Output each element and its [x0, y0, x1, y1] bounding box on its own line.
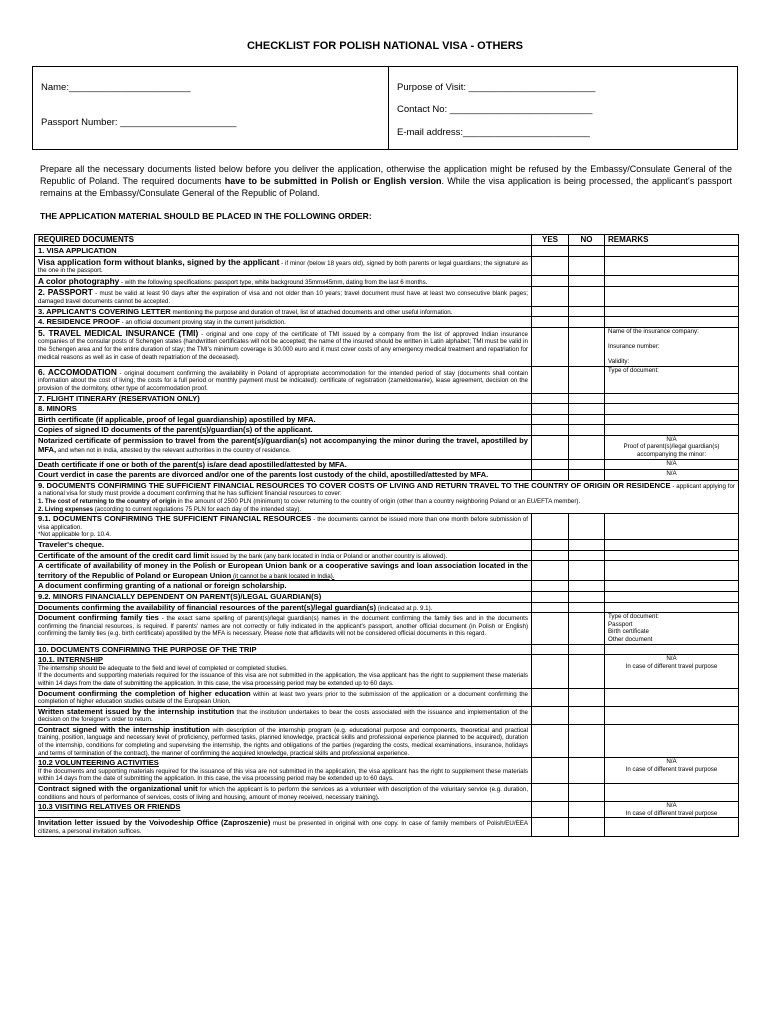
required-document-cell [35, 550, 532, 561]
remarks-cell[interactable] [605, 688, 739, 706]
document-note-text: If the documents and supporting materials required for the issuance of this visa are not submitted in the application, the visa applicant has the right to supplement these materials within 14 days from the date of submitting the application. In this case, the visa processing period may be extended up to 60 days. [38, 672, 528, 687]
remarks-line: Proof of parent(s)/legal guardian(s) accompanying the minor: [623, 443, 720, 459]
table-row [35, 581, 739, 592]
page-title: CHECKLIST FOR POLISH NATIONAL VISA - OTHERS [246, 40, 524, 52]
no-checkbox-cell[interactable] [569, 404, 605, 415]
yes-checkbox-cell[interactable] [532, 818, 569, 836]
yes-checkbox-cell[interactable] [532, 706, 569, 724]
no-checkbox-cell[interactable] [569, 366, 605, 393]
document-heading: Invitation letter issued by the Voivodeship Office (Zaproszenie) [38, 818, 271, 828]
no-checkbox-cell[interactable] [569, 724, 605, 757]
document-detail: mentioning the purpose and duration of travel, list of attached documents and other useful information. [170, 308, 453, 316]
document-heading: Visa application form without blanks, signed by the applicant [38, 256, 280, 267]
required-document-cell [35, 366, 532, 393]
document-detail: - original and one copy of the certificate of TMI issued by a company from the list of approved Indian insurance companies of the consular posts of Schengen states (handwritten certificates will not be accepted; the name of the insured should be written in Latin alphabet; TMI must be valid in the Schengen area and for the entire duration of stay; the TMI's minimum coverage is 30.000 euro and it must cover costs of any emergency medical treatment and repatriation for medical reasons as well as in case of death repatriation of the deceased). [38, 330, 528, 361]
name-field[interactable]: Name:_______________________ [41, 82, 191, 93]
yes-checkbox-cell[interactable] [532, 581, 569, 592]
required-document-cell [35, 275, 532, 287]
col-no: NO [569, 235, 605, 246]
table-row [35, 275, 739, 287]
yes-checkbox-cell[interactable] [532, 435, 569, 459]
required-document-cell [35, 706, 532, 724]
no-checkbox-cell[interactable] [569, 655, 605, 688]
no-checkbox-cell[interactable] [569, 802, 605, 818]
document-heading: 10.1. INTERNSHIP [38, 655, 103, 665]
required-document-cell [35, 591, 532, 602]
remarks-cell[interactable] [605, 459, 739, 470]
remarks-line: In case of different travel purpose [625, 809, 718, 817]
applicant-info-box [32, 66, 738, 150]
remarks-line [608, 351, 735, 359]
remarks-cell[interactable] [605, 706, 739, 724]
no-checkbox-cell[interactable] [569, 459, 605, 470]
document-heading: Court verdict in case the parents are divorced and/or one of the parents lost custody of the child, apostilled/attested by MFA. [38, 470, 489, 480]
document-heading: 4. RESIDENCE PROOF [38, 317, 120, 327]
remarks-line: N/A [666, 459, 677, 467]
remarks-cell[interactable] [605, 602, 739, 613]
table-row [35, 287, 739, 306]
required-document-cell [35, 393, 532, 404]
yes-checkbox-cell[interactable] [532, 724, 569, 757]
yes-checkbox-cell[interactable] [532, 470, 569, 481]
required-document-cell [35, 317, 532, 328]
no-checkbox-cell[interactable] [569, 414, 605, 425]
no-checkbox-cell[interactable] [569, 613, 605, 644]
table-row [35, 818, 739, 836]
required-document-cell [35, 784, 532, 802]
remarks-cell[interactable] [605, 561, 739, 581]
no-checkbox-cell[interactable] [569, 550, 605, 561]
remarks-cell[interactable] [605, 550, 739, 561]
remarks-cell[interactable] [605, 818, 739, 836]
remarks-cell[interactable] [605, 246, 739, 257]
remarks-line: Name of the insurance company: [608, 327, 699, 335]
table-row [35, 591, 739, 602]
document-note [38, 506, 735, 514]
table-header-row [35, 235, 739, 246]
required-document-cell [35, 644, 532, 655]
remarks-cell[interactable] [605, 724, 739, 757]
document-detail: (it cannot be a bank located in India). [231, 572, 335, 580]
document-heading: 10. DOCUMENTS CONFIRMING THE PURPOSE OF THE TRIP [38, 644, 257, 654]
remarks-cell[interactable] [605, 581, 739, 592]
no-checkbox-cell[interactable] [569, 275, 605, 287]
remarks-cell[interactable] [605, 425, 739, 436]
remarks-cell[interactable] [605, 613, 739, 644]
yes-checkbox-cell[interactable] [532, 784, 569, 802]
table-row [35, 366, 739, 393]
yes-checkbox-cell[interactable] [532, 550, 569, 561]
document-detail: - with the following specifications: passport type, white background 35mmx45mm, dating from the last 6 months. [119, 278, 428, 286]
remarks-line: Insurance number: [608, 342, 660, 350]
table-row [35, 459, 739, 470]
remarks-cell[interactable] [605, 644, 739, 655]
required-document-cell [35, 724, 532, 757]
document-heading: Notarized certificate of permission to travel from the parent(s)/guardian(s) not accompanying the minor during the travel, apostilled by MFA, [38, 435, 528, 455]
table-row [35, 435, 739, 459]
no-checkbox-cell[interactable] [569, 514, 605, 540]
document-detail: (indicated at p. 9.1). [376, 604, 433, 612]
required-document-cell [35, 459, 532, 470]
yes-checkbox-cell[interactable] [532, 514, 569, 540]
document-detail: for which the applicant is to perform the services as a volunteer with description of the voluntary service (e.g. duration, conditions and hours of performance of services, costs of living and housing, amount of money received, necessary training). [38, 786, 528, 801]
required-document-cell [35, 256, 532, 275]
required-document-cell [35, 287, 532, 306]
remarks-cell[interactable] [605, 327, 739, 366]
table-row [35, 404, 739, 415]
table-row [35, 758, 739, 784]
remarks-cell[interactable] [605, 393, 739, 404]
no-checkbox-cell[interactable] [569, 256, 605, 275]
document-note [38, 665, 528, 673]
table-row [35, 514, 739, 540]
intro-text-c: . While the visa application is being processed, the applicant's passport remains at the Embassy/Consulate General of the Republic of Poland. [40, 176, 732, 198]
intro-text-bold: have to be submitted in Polish or English version [224, 176, 442, 186]
document-detail: - the documents cannot be issued more than one month before submission of visa application. [38, 516, 529, 531]
document-heading: 7. FLIGHT ITINERARY (RESERVATION ONLY) [38, 393, 200, 403]
yes-checkbox-cell[interactable] [532, 561, 569, 581]
remarks-cell[interactable] [605, 404, 739, 415]
col-yes: YES [532, 235, 569, 246]
table-row [35, 644, 739, 655]
info-divider [388, 67, 389, 149]
document-heading: Written statement issued by the internship institution [38, 706, 235, 716]
remarks-cell[interactable] [605, 591, 739, 602]
document-note-text: The internship should be adequate to the field and level of completed or completed studies. [38, 664, 288, 672]
remarks-line: Birth certificate [608, 628, 649, 636]
no-checkbox-cell[interactable] [569, 688, 605, 706]
remarks-line: N/A [666, 758, 677, 766]
yes-checkbox-cell[interactable] [532, 404, 569, 415]
remarks-cell[interactable] [605, 784, 739, 802]
remarks-cell[interactable] [605, 540, 739, 551]
required-document-cell [35, 425, 532, 436]
document-heading: 10.2 VOLUNTEERING ACTIVITIES [38, 758, 159, 768]
no-checkbox-cell[interactable] [569, 644, 605, 655]
required-document-cell [35, 688, 532, 706]
remarks-cell[interactable] [605, 655, 739, 688]
yes-checkbox-cell[interactable] [532, 540, 569, 551]
document-heading: Certificate of the amount of the credit card limit [38, 550, 209, 560]
document-detail: within at least two years prior to the submission of the application or a document confirming the completion of higher education studies outside of the European Union. [38, 690, 528, 706]
yes-checkbox-cell[interactable] [532, 425, 569, 436]
required-document-cell [35, 306, 532, 317]
order-heading: THE APPLICATION MATERIAL SHOULD BE PLACED IN THE FOLLOWING ORDER: [40, 211, 372, 221]
document-heading: Copies of signed ID documents of the parent(s)/guardian(s) of the applicant. [38, 425, 313, 435]
table-row [35, 688, 739, 706]
no-checkbox-cell[interactable] [569, 306, 605, 317]
remarks-cell[interactable] [605, 275, 739, 287]
required-document-cell [35, 404, 532, 415]
document-note-text: in the amount of 2500 PLN (minimum) to cover returning to the country of origin (other than a country neighboring Poland or an EU/EFTA member). [176, 498, 581, 506]
document-heading: 1. VISA APPLICATION [38, 246, 117, 255]
document-note [38, 672, 528, 687]
document-heading: 10.3 VISITING RELATIVES OR FRIENDS [38, 802, 181, 812]
yes-checkbox-cell[interactable] [532, 306, 569, 317]
no-checkbox-cell[interactable] [569, 602, 605, 613]
remarks-line: N/A [666, 435, 677, 443]
required-document-cell [35, 246, 532, 257]
required-document-cell [35, 758, 532, 784]
no-checkbox-cell[interactable] [569, 591, 605, 602]
document-heading: Contract signed with the organizational unit [38, 784, 198, 794]
no-checkbox-cell[interactable] [569, 425, 605, 436]
no-checkbox-cell[interactable] [569, 246, 605, 257]
document-heading: 3. APPLICANT'S COVERING LETTER [38, 306, 171, 316]
yes-checkbox-cell[interactable] [532, 393, 569, 404]
remarks-line: Other document [608, 635, 653, 643]
checklist-table [34, 234, 739, 837]
remarks-line: Passport [608, 620, 633, 628]
no-checkbox-cell[interactable] [569, 818, 605, 836]
yes-checkbox-cell[interactable] [532, 655, 569, 688]
document-note [38, 531, 528, 539]
document-heading: 9. DOCUMENTS CONFIRMING THE SUFFICIENT FINANCIAL RESOURCES TO COVER COSTS OF LIVING AND RETURN TRAVEL TO THE COUNTRY OF ORIGIN OR RESIDENCE [38, 480, 671, 490]
yes-checkbox-cell[interactable] [532, 414, 569, 425]
remarks-line: N/A [666, 802, 677, 810]
no-checkbox-cell[interactable] [569, 393, 605, 404]
document-note-bold: 1. The cost of returning to the country of origin [38, 498, 177, 506]
table-row [35, 724, 739, 757]
table-row [35, 470, 739, 481]
document-detail: - an official document proving stay in the current jurisdiction. [119, 319, 286, 327]
document-heading: Death certificate if one or both of the parent(s) is/are dead apostilled/attested by MFA. [38, 459, 347, 469]
remarks-line: N/A [666, 655, 677, 663]
yes-checkbox-cell[interactable] [532, 758, 569, 784]
yes-checkbox-cell[interactable] [532, 275, 569, 287]
table-row [35, 256, 739, 275]
document-heading: Birth certificate (if applicable, proof of legal guardianship) apostilled by MFA. [38, 414, 316, 424]
remarks-cell[interactable] [605, 470, 739, 481]
required-document-cell [35, 602, 532, 613]
table-row [35, 327, 739, 366]
remarks-cell[interactable] [605, 414, 739, 425]
document-heading: 6. ACCOMODATION [38, 366, 117, 377]
document-detail: - the exact same spelling of parent(s)/legal guardian(s) names in the document confirming the family ties and in the documents confirming the financial resources, is required. If parents' names are not correctly or fully indicated in the applicant's passport, another official document (in Polish or English) confirming the family ties (e.g. birth certificate) apostilled by the MFA is necessary. Please note that affidavits will not be considered official documents in this regard. [38, 615, 528, 638]
document-heading: 8. MINORS [38, 404, 77, 414]
document-heading: Document confirming family ties [38, 613, 159, 623]
table-row [35, 802, 739, 818]
yes-checkbox-cell[interactable] [532, 327, 569, 366]
document-detail: - applicant applying for a national visa for study must provide a document confirming that he has sufficient financial resources to cover: [38, 482, 735, 498]
yes-checkbox-cell[interactable] [532, 256, 569, 275]
yes-checkbox-cell[interactable] [532, 591, 569, 602]
required-document-cell [35, 414, 532, 425]
document-detail: - original document confirming the availability in Poland of appropriate accommodation for the intended period of stay (documents shall contain information about the cost of living; the costs for a full period or monthly payment must be indicated): certificate of registration (zameldowanie), lease agreement, decision on the provision of the dormitory, other type of accommodation proof. [38, 369, 528, 392]
table-row [35, 706, 739, 724]
remarks-line: In case of different travel purpose [625, 662, 718, 670]
required-document-cell [35, 561, 532, 581]
document-note [38, 498, 735, 506]
document-heading: Contract signed with the internship institution [38, 724, 210, 734]
document-detail: - if minor (below 18 years old), signed by both parents or legal guardians; the signature as the one in the passport. [38, 259, 528, 275]
document-detail: that the institution undertakes to bear the costs associated with the issuance and implementation of the decision on the foreigner's order to return. [38, 708, 528, 724]
col-required-documents: REQUIRED DOCUMENTS [35, 235, 532, 246]
table-row [35, 306, 739, 317]
yes-checkbox-cell[interactable] [532, 602, 569, 613]
required-document-cell [35, 480, 739, 513]
no-checkbox-cell[interactable] [569, 435, 605, 459]
remarks-cell[interactable] [605, 306, 739, 317]
remarks-cell[interactable] [605, 287, 739, 306]
required-document-cell [35, 818, 532, 836]
document-detail: and when not in India, attested by the relevant authorities in the country of residence. [56, 447, 291, 455]
document-detail: must be presented in original with one copy. In case of family members of Polish/EU/EEA citizens, a personal invitation suffices. [38, 820, 528, 835]
contact-no-field[interactable]: Contact No: ___________________________ [397, 104, 593, 115]
table-row [35, 655, 739, 688]
document-heading: 9.1. DOCUMENTS CONFIRMING THE SUFFICIENT FINANCIAL RESOURCES [38, 514, 312, 524]
table-row [35, 602, 739, 613]
remarks-cell[interactable] [605, 514, 739, 540]
no-checkbox-cell[interactable] [569, 287, 605, 306]
yes-checkbox-cell[interactable] [532, 802, 569, 818]
remarks-line: Type of document: [608, 613, 659, 621]
yes-checkbox-cell[interactable] [532, 317, 569, 328]
remarks-cell[interactable] [605, 366, 739, 393]
required-document-cell [35, 470, 532, 481]
yes-checkbox-cell[interactable] [532, 246, 569, 257]
document-detail: issued by the bank (any bank located in India or Poland or another country is allowed). [208, 552, 448, 560]
passport-number-field[interactable]: Passport Number: ______________________ [41, 117, 237, 128]
required-document-cell [35, 327, 532, 366]
no-checkbox-cell[interactable] [569, 317, 605, 328]
document-heading: Documents confirming the availability of financial resources of the parent(s)/legal guardian(s) [38, 602, 376, 612]
intro-text-a: Prepare all the necessary documents listed below before you deliver the application, otherwise the application might be refused by the Embassy/Consulate General of the Republic of Poland. The required documents [40, 164, 732, 186]
yes-checkbox-cell[interactable] [532, 688, 569, 706]
remarks-line: N/A [666, 470, 677, 478]
document-detail: - must be valid at least 90 days after the expiration of visa and not older than 10 years; travel document must have at least two consecutive blank pages; damaged travel documents cannot be accepted. [38, 290, 529, 305]
document-heading: Traveler's cheque. [38, 540, 104, 549]
required-document-cell [35, 613, 532, 644]
no-checkbox-cell[interactable] [569, 327, 605, 366]
required-document-cell [35, 655, 532, 688]
no-checkbox-cell[interactable] [569, 758, 605, 784]
table-row [35, 317, 739, 328]
table-row [35, 425, 739, 436]
remarks-cell[interactable] [605, 317, 739, 328]
yes-checkbox-cell[interactable] [532, 644, 569, 655]
remarks-cell[interactable] [605, 256, 739, 275]
table-row [35, 393, 739, 404]
email-address-field[interactable]: E-mail address:________________________ [397, 127, 590, 138]
required-document-cell [35, 435, 532, 459]
table-row [35, 414, 739, 425]
document-heading: A document confirming granting of a national or foreign scholarship. [38, 581, 287, 591]
table-row [35, 561, 739, 581]
intro-paragraph [40, 163, 732, 199]
document-note-text: *Not applicable for p. 10.4. [38, 531, 111, 539]
document-detail: with description of the internship program (e.g. educational purpose and components, theoretical and practical training, position, language and necessary level of proficiency, performed tasks, planned knowledge, practical skills and professional experience planned to be acquired), duration of the internship, conditions for completing and supervising the internship, the rights and obligations of the parties (regarding the costs, medical examinations, insurance, holidays and terms of termination of the contract), the manner of confirming the acquired knowledge, practical skills and professional experience. [38, 726, 528, 757]
document-heading: 2. PASSPORT [38, 287, 93, 298]
yes-checkbox-cell[interactable] [532, 613, 569, 644]
remarks-cell[interactable] [605, 435, 739, 459]
remarks-line: Validity: [608, 358, 630, 366]
remarks-line [608, 335, 735, 343]
document-note [38, 768, 528, 783]
required-document-cell [35, 581, 532, 592]
no-checkbox-cell[interactable] [569, 540, 605, 551]
document-heading: 9.2. MINORS FINANCIALLY DEPENDENT ON PARENT(S)/LEGAL GUARDIAN(S) [38, 591, 322, 601]
document-heading: A color photography [38, 275, 120, 286]
required-document-cell [35, 540, 532, 551]
table-row [35, 540, 739, 551]
table-row [35, 246, 739, 257]
purpose-of-visit-field[interactable]: Purpose of Visit: ________________________ [397, 82, 596, 93]
remarks-line: Type of document: [608, 366, 659, 374]
table-row [35, 613, 739, 644]
document-note-bold: 2. Living expenses [38, 505, 94, 513]
document-note-text: (according to current regulations 75 PLN for each day of the intended stay). [93, 505, 302, 513]
required-document-cell [35, 802, 532, 818]
no-checkbox-cell[interactable] [569, 706, 605, 724]
yes-checkbox-cell[interactable] [532, 366, 569, 393]
remarks-line: In case of different travel purpose [625, 765, 718, 773]
document-heading: Document confirming the completion of higher education [38, 688, 251, 698]
no-checkbox-cell[interactable] [569, 470, 605, 481]
no-checkbox-cell[interactable] [569, 581, 605, 592]
yes-checkbox-cell[interactable] [532, 459, 569, 470]
remarks-cell[interactable] [605, 758, 739, 784]
table-row [35, 480, 739, 513]
remarks-cell[interactable] [605, 802, 739, 818]
no-checkbox-cell[interactable] [569, 784, 605, 802]
col-remarks: REMARKS [605, 235, 739, 246]
required-document-cell [35, 514, 532, 540]
table-row [35, 784, 739, 802]
document-heading: A certificate of availability of money in the Polish or European Union bank or a cooperative savings and loan association located in the territory of the Republic of Poland or European Union [38, 561, 528, 580]
no-checkbox-cell[interactable] [569, 561, 605, 581]
document-note-text: If the documents and supporting materials required for the issuance of this visa are not submitted in the application, the visa applicant has the right to supplement these materials within 14 days from the date of submitting the application. In this case, the visa processing period may be extended up to 60 days. [38, 767, 528, 783]
document-heading: 5. TRAVEL MEDICAL INSURANCE (TMI) [38, 327, 199, 338]
table-row [35, 550, 739, 561]
yes-checkbox-cell[interactable] [532, 287, 569, 306]
